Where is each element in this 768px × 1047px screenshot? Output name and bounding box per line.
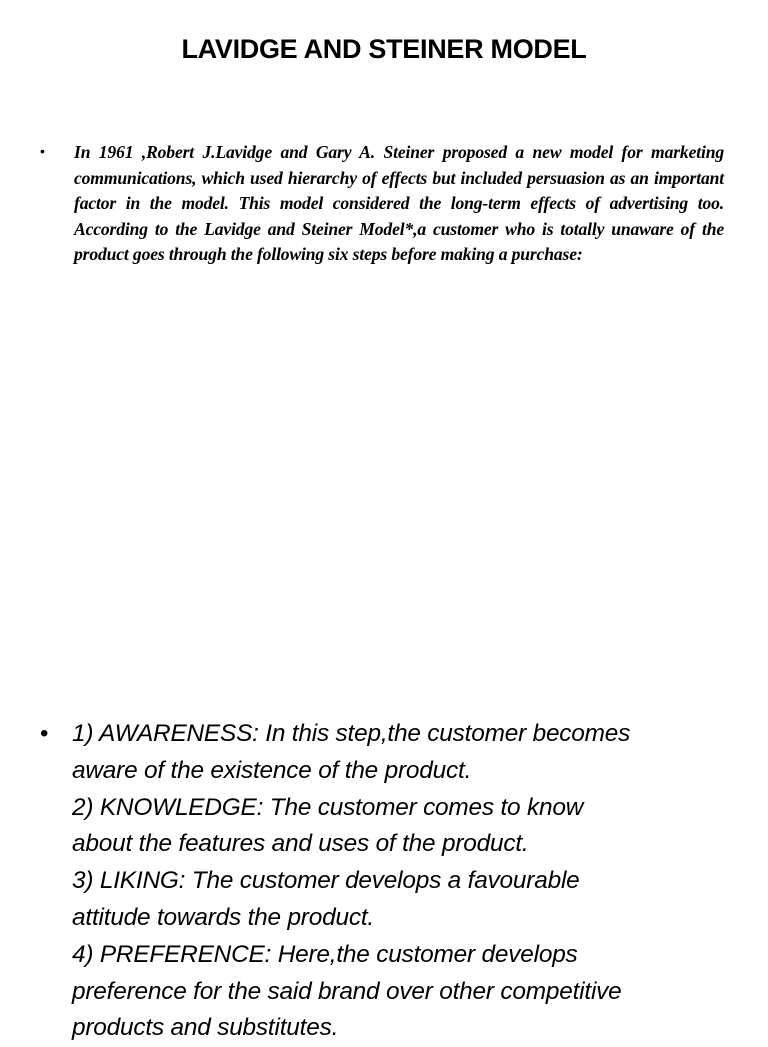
slide-title: LAVIDGE AND STEINER MODEL [181, 34, 587, 64]
bullet-icon: • [40, 720, 49, 747]
steps-bullet-item [40, 716, 740, 1047]
step-line-preference: 4) PREFERENCE: Here,the customer develops [72, 940, 578, 968]
intro-bullet-item [40, 140, 724, 268]
step-line-knowledge: 2) KNOWLEDGE: The customer comes to know [72, 793, 584, 821]
step-line-liking: 3) LIKING: The customer develops a favourable [72, 867, 580, 895]
step-line-preference-cont: preference for the said brand over other competitive [72, 977, 622, 1005]
intro-paragraph: In 1961 ,Robert J.Lavidge and Gary A. Steiner proposed a new model for marketing communications, which used hierarchy of effects but included persuasion as an important factor in the model. This model considered the long-term effects of advertising too. According to the Lavidge and Steiner Model*,a customer who is totally unaware of the product goes through the following six steps before making a purchase: [74, 142, 724, 264]
step-line-liking-cont: attitude towards the product. [72, 903, 374, 931]
step-line-awareness-cont: aware of the existence of the product. [72, 756, 472, 784]
step-line-preference-cont-2: products and substitutes. [72, 1014, 339, 1042]
step-line-awareness: 1) AWARENESS: In this step,the customer becomes [72, 720, 631, 747]
bullet-icon: • [40, 143, 45, 159]
steps-list [72, 716, 740, 1047]
step-line-knowledge-cont: about the features and uses of the product. [72, 830, 529, 858]
